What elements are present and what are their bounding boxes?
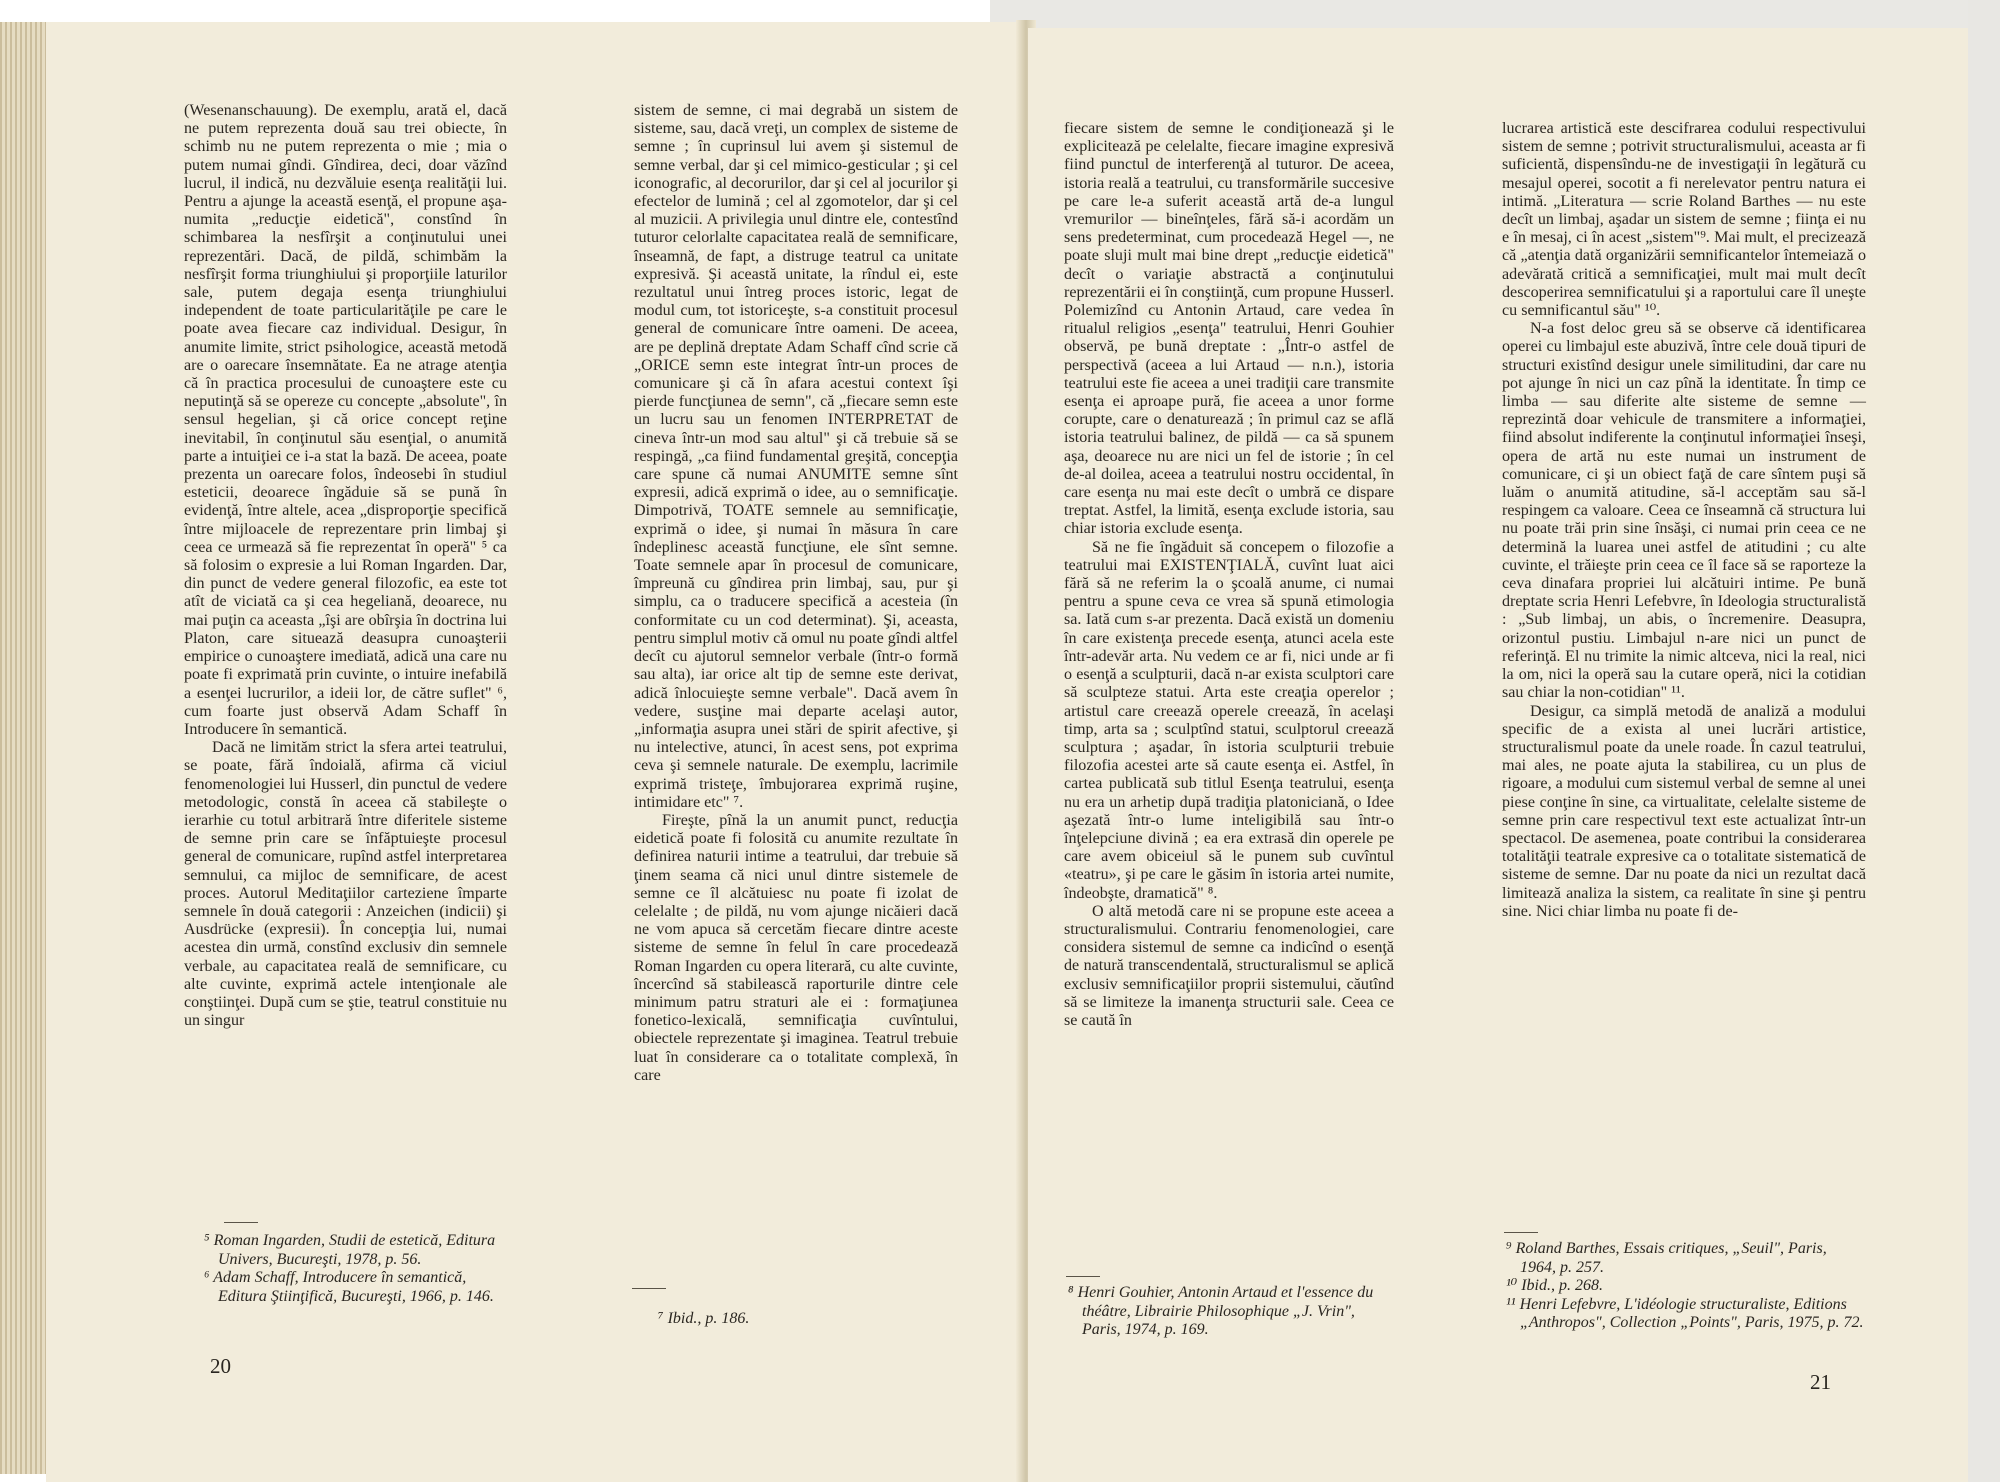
left-page [46,22,1026,1482]
footnote: ⁸ Henri Gouhier, Antonin Artaud et l'essence du théâtre, Librairie Philosophique „J. Vrin", Paris, 1974, p. 169. [1068,1284,1374,1338]
left-column-2 [634,102,958,1085]
left-footnotes-1 [204,1232,506,1306]
page-number: 21 [1810,1370,1831,1394]
paragraph: fiecare sistem de semne le condiţionează şi le explicitează pe celelalte, fiecare imagine expresivă fiind punctul de interferenţă al tuturor. De aceea, istoria reală a teatrului, cu transformările succesive pe care le-a suferit această artă de-a lungul vremurilor — bineînţeles, fără să-i acordăm un sens predeterminat, cum procedează Hegel —, ne poate sluji mult mai bine drept „reducţie eidetică" decît o variaţie abstractă a conţinutului reprezentării ei în conştiinţă, cum propune Husserl. Polemizînd cu Antonin Artaud, care vedea în ritualul religios „esenţa" teatrului, Henri Gouhier observă, pe bună dreptate : „Într-o astfel de perspectivă (aceea a lui Artaud — n.n.), istoria teatrului este fie aceea a unei tradiţii care transmite esenţa ei aproape pură, fie aceea a unor forme corupte, care o denaturează ; în primul caz se află istoria teatrului balinez, de pildă — ca să spunem aşa, deoarece nu are nici un fel de istorie ; în cel de-al doilea, aceea a teatrului nostru occidental, în care esenţa nu mai este decît o umbră ce dispare treptat. Astfel, la limită, esenţa exclude istoria, sau chiar istoria exclude esenţa. [1064,120,1394,538]
footnote: ¹⁰ Ibid., p. 268. [1506,1277,1603,1294]
book-cover-top [990,0,2000,30]
paragraph: O altă metodă care ni se propune este aceea a structuralismului. Contrariu fenomenologiei, care considera sistemul de semne ca indicînd o esenţă de natură transcendentală, structuralismul se aplică exclusiv semnificaţiilor proprii sistemului, căutînd să se limiteze la imanenţa structurii sale. Ceea ce se caută în [1064,902,1394,1029]
footnote: ⁹ Roland Barthes, Essais critiques, „Seuil", Paris, 1964, p. 257. [1506,1240,1827,1276]
footnote-rule [224,1222,258,1223]
paragraph: Să ne fie îngăduit să concepem o filozofie a teatrului mai EXISTENŢIALĂ, cuvînt luat aici fără să ne referim la o şcoală anume, ci numai pentru a spune ceva ce vrea să spună etimologia sa. Iată cum s-ar prezenta. Dacă există un domeniu în care existenţa precede esenţa, atunci acela este într-adevăr arta. Nu vedem ce ar fi, nici unde ar fi o esenţă a sculpturii, dacă n-ar exista sculptori care să sculpteze statui. Arta este creaţia operelor ; artistul care creează operele creează, în acelaşi timp, arta sa ; sculptînd statui, sculptorul creează sculptura ; aşadar, în istoria sculpturii trebuie filozofia acestei arte să caute esenţa ei. Astfel, în cartea publicată sub titlul Esenţa teatrului, esenţa nu era un arhetip după tradiţia platoniciană, o Idee aşezată într-o lume inteligibilă sau într-o înţelepciune divină ; ea era extrasă din operele pe care avem obiceiul să le punem sub cuvîntul «teatru», şi pe care le găsim în istoria artei numite, îndeobşte, dramatică" ⁸. [1064,538,1394,902]
right-column-1 [1064,120,1394,1030]
right-column-2 [1502,120,1866,921]
paragraph: Desigur, ca simplă metodă de analiză a modului specific de a exista al unei lucrări artistice, structuralismul poate da unele roade. În cazul teatrului, mai ales, ne poate ajuta la stabilirea, cu un plus de rigoare, a modului cum sistemul verbal de semne al unei piese conţine în sine, ca virtualitate, celelalte sisteme de semne prin care respectivul text este actualizat într-un spectacol. De asemenea, poate contribui la considerarea totalităţii teatrale expresive ca o totalitate sistematică de sisteme de semne. Dar nu poate da nici un rezultat dacă limitează analiza la sistem, ca realitate în sine şi pentru sine. Nici chiar limba nu poate fi de- [1502,702,1866,920]
footnote: ⁶ Adam Schaff, Introducere în semantică, Editura Ştiinţifică, Bucureşti, 1966, p. 146. [204,1269,494,1305]
footnote: ⁵ Roman Ingarden, Studii de estetică, Editura Univers, Bucureşti, 1978, p. 56. [204,1232,496,1268]
footnote-rule [1504,1232,1538,1233]
right-footnotes-1 [1068,1284,1394,1340]
paragraph: sistem de semne, ci mai degrabă un sistem de sisteme, sau, dacă vreţi, un complex de sisteme de semne ; în cuprinsul lui avem şi sistemul de semne verbal, dar şi cel mimico-gesticular ; şi cel iconografic, al decorurilor, dar şi cel al jocurilor şi efectelor de lumină ; cel al zgomotelor, dar şi cel al muzicii. A privilegia unul dintre ele, contestînd tuturor celorlalte capacitatea reală de semnificare, înseamnă, de fapt, a distruge teatrul ca unitate expresivă. Şi această unitate, la rîndul ei, este rezultatul unui întreg proces istoric, legat de modul cum, tot istoriceşte, s-a constituit procesul general de comunicare între oameni. De aceea, are pe deplină dreptate Adam Schaff cînd scrie că „ORICE semn este integrat într-un proces de comunicare şi că în afara acestui context îşi pierde funcţiunea de semn", că „fiecare semn este un lucru sau un fenomen INTERPRETAT de cineva într-un mod sau altul" şi că trebuie să se respingă, „ca fiind fundamental greşită, concepţia care spune că numai ANUMITE semne sînt expresii, adică exprimă o idee, au o semnificaţie. Dimpotrivă, TOATE semnele au semnificaţie, exprimă o idee, şi numai în măsura în care îndeplinesc această funcţiune, ele sînt semne. Toate semnele apar în procesul de comunicare, împreună cu gîndirea prin limbaj, sau, pur şi simplu, ca o traducere specifică a acesteia (în conformitate cu un cod determinat). Şi, aceasta, pentru simplul motiv că omul nu poate gîndi altfel decît cu ajutorul semnelor verbale (într-o formă sau alta), iar orice alt tip de semne este derivat, adică înlocuieşte semne verbale". Dacă avem în vedere, susţine mai departe acelaşi autor, „informaţia asupra unei stări de spirit afective, şi nu intelective, atunci, în acest sens, pot exprima ceva şi semnele naturale. De exemplu, lacrimile exprimă tristeţe, îmbujorarea exprimă ruşine, intimidare etc" ⁷. [634,102,958,811]
book-cover-right [1968,0,2000,1482]
left-column-1 [184,102,507,1030]
paragraph: lucrarea artistică este descifrarea codului respectivului sistem de semne ; potrivit structuralismului, aceasta ar fi suficientă, dispensîndu-ne de investigaţii în legătură cu mesajul operei, socotit a fi nerelevator pentru natura ei intimă. „Literatura — scrie Roland Barthes — nu este decît un limbaj, aşadar un sistem de semne ; fiinţa ei nu e în mesaj, ci în acest „sistem"⁹. Mai mult, el precizează că „atenţia dată organizării semnificantelor întemeiază o adevărată critică a semnificaţiei, mult mai mult decît descoperirea semnificatului şi a raportului care îl uneşte cu semnificantul său" ¹⁰. [1502,120,1866,320]
footnote-rule [1066,1276,1100,1277]
footnote: ¹¹ Henri Lefebvre, L'idéologie structuraliste, Editions „Anthropos", Collection „Points", Paris, 1975, p. 72. [1506,1295,1864,1331]
page-number: 20 [210,1354,231,1378]
paragraph: N-a fost deloc greu să se observe că identificarea operei cu limbajul este abuzivă, între cele două tipuri de structuri existînd desigur unele similitudini, dar care nu pot ajunge în nici un caz pînă la identitate. În timp ce limba — sau diferite alte sisteme de semne — reprezintă doar vehicule de transmitere a informaţiei, fiind absolut indiferente la conţinutul informaţiei înseşi, opera de artă nu este numai un instrument de comunicare, ci şi un obiect faţă de care sîntem puşi să luăm o anumită atitudine, să-l acceptăm sau să-l respingem ca valoare. Ceea ce înseamnă că structura lui nu poate trăi prin sine însăşi, ci numai prin ceea ce ne determină la luarea unei astfel de atitudini ; cu alte cuvinte, el trăieşte prin ceea ce îl face să se raporteze la ceva dinafara propriei lui alcătuiri intime. Pe bună dreptate scria Henri Lefebvre, în Ideologia structuralistă : „Sub limbaj, un abis, o încremenire. Deasupra, orizontul pustiu. Limbajul n-are nici un punct de referinţă. El nu trimite la nimic altceva, nici la real, nici la om, nici la operă sau la cutare operă, nici la cotidian sau chiar la non-cotidian" ¹¹. [1502,320,1866,702]
footnote-rule [632,1288,666,1289]
right-footnotes-2 [1506,1240,1866,1333]
paragraph: Fireşte, pînă la un anumit punct, reducţia eidetică poate fi folosită cu anumite rezultate în definirea naturii intime a teatrului, dar trebuie să ţinem seama că nici unul dintre sistemele de semne ce îl alcătuiesc nu poate fi izolat de celelalte ; de pildă, nu vom ajunge nicăieri dacă ne vom apuca să cercetăm fiecare dintre aceste sisteme de semne în felul în care procedează Roman Ingarden cu opera literară, cu alte cuvinte, încercînd să stabilească raporturile dintre cele minimum patru straturi ale ei : formaţiunea fonetico-lexicală, semnificaţia cuvîntului, obiectele reprezentate şi imaginea. Teatrul trebuie luat în considerare ca o totalitate complexă, în care [634,811,958,1084]
left-footnotes-2 [658,1310,958,1329]
right-page [1028,28,1968,1482]
paragraph: (Wesenanschauung). De exemplu, arată el, dacă ne putem reprezenta două sau trei obiecte, în schimb nu ne putem reprezenta o mie ; mia o putem numai gîndi. Gîndirea, deci, doar văzînd lucrul, il indică, nu dezvăluie esenţa realităţii lui. Pentru a ajunge la această esenţă, el propune aşa-numita „reducţie eidetică", constînd în schimbarea la nesfîrşit a conţinutului unei reprezentări. Dacă, de pildă, schimbăm la nesfîrşit forma triunghiului şi proporţiile laturilor sale, putem degaja esenţa triunghiului independent de toate particularităţile pe care le poate avea fiecare caz individual. Desigur, în anumite limite, strict psihologice, această metodă are o oarecare însemnătate. Ea ne atrage atenţia că în practica procesului de cunoaştere este cu neputinţă să se opereze cu concepte „absolute", în sensul hegelian, şi că orice concept reţine inevitabil, în conţinutul său esenţial, o anumită parte a intuiţiei ce i-a stat la bază. De aceea, poate prezenta un oarecare folos, îndeosebi în studiul esteticii, deoarece îngăduie să se pună în evidenţă, între altele, acea „disproporţie specifică între mijloacele de reprezentare prin limbaj şi ceea ce urmează să fie reprezentat în operă" ⁵ ca să folosim o expresie a lui Roman Ingarden. Dar, din punct de vedere general filozofic, ea este tot atît de viciată ca şi cea hegeliană, deoarece, nu mai puţin ca aceasta „îşi are obîrşia în doctrina lui Platon, care situează deasupra cunoaşterii empirice o cunoaştere imediată, adică una care nu poate fi exprimată prin cuvinte, o intuire inefabilă a esenţei lucrurilor, a ideii lor, de către suflet" ⁶, cum foarte just observă Adam Schaff în Introducere în semantică. [184,102,507,738]
footnote: ⁷ Ibid., p. 186. [658,1310,750,1327]
paragraph: Dacă ne limităm strict la sfera artei teatrului, se poate, fără îndoială, afirma că viciul fenomenologiei lui Husserl, din punctul de vedere metodologic, constă în aceea că stabileşte o ierarhie cu totul arbitrară între diferitele sisteme de semne prin care se înfăptuieşte procesul general de comunicare, rupînd astfel interpretarea semnului, ca mijloc de semnificare, de acest proces. Autorul Meditaţiilor carteziene împarte semnele în două categorii : Anzeichen (indicii) şi Ausdrücke (expresii). În concepţia lui, numai acestea din urmă, constînd exclusiv din semnele verbale, au capacitatea reală de semnificare, cu alte cuvinte, exprimă actele intenţionale ale conştiinţei. După cum se ştie, teatrul constituie nu un singur [184,739,507,1030]
